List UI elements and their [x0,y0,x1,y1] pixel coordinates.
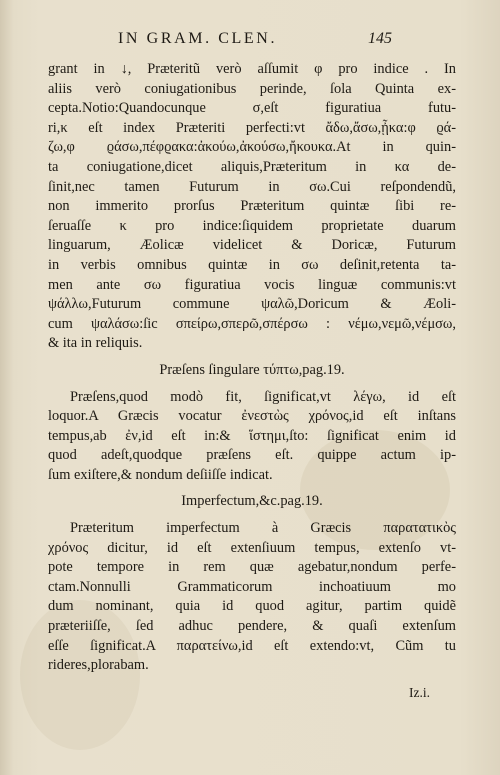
section-heading: Præſens ſingulare τύπτω,pag.19. [159,361,345,378]
page-number: 145 [368,30,392,47]
running-head: IN GRAM. CLEN. [118,30,278,47]
text-line: & ita in reliquis. [48,335,143,352]
text-line: men ante σω figuratiua vocis linguæ communis:vt [48,276,456,293]
text-line: ctam.Nonnulli Grammaticorum inchoatiuum mo [48,578,456,595]
text-line: χρόνος dicitur, id eſt extenſiuum tempus, extenſo vt- [48,539,456,556]
text-line: ſinit,nec tamen Futurum in σω.Cui reſpondendũ, [48,178,456,195]
text-line: dum nominant, quia id quod agitur, partim quidẽ [48,598,456,615]
text-line: ri,κ eſt index Præteriti perfecti:vt ἄδω,ἄσω,ᾖκα:φ ϱά- [48,119,456,136]
text-line: in verbis omnibus quintæ in σω deſinit,retenta ta- [48,256,456,273]
page-header [0,30,500,56]
text-line: cepta.Notio:Quandocunque σ,eſt figuratiua futu- [48,100,456,117]
text-line: quod adeſt,quodque præſens eſt. quippe actum ip- [48,447,456,464]
section-heading: Imperfectum,&c.pag.19. [181,493,323,510]
text-line: loquor.A Græcis vocatur ἐνεστὼς χρόνος,id eſt inſtans [48,408,456,425]
text-line: rideres,plorabam. [48,657,149,674]
page-body [48,60,456,702]
signature-mark: Iz.i. [409,684,430,700]
text-line: Præſens,quod modò fit, ſignificat,vt λέγω, id eſt [70,388,456,405]
text-line: pote tempore in rem quæ agebatur,nondum perfe- [48,559,456,576]
text-line: eſſe ſignificat.A παρατείνω,id eſt extendo:vt, Cũm tu [48,637,456,654]
text-line: non immerito prorſus Præteritum quintæ ſibi re- [48,198,456,215]
text-line: ζω,φ ϱάσω,πέφϱακα:ἀκούω,ἀκούσω,ἤκουκα.At in quin- [48,139,456,156]
text-line: ψάλλω,Futurum commune ψαλῶ,Doricum & Æoli- [48,296,456,313]
text-line: aliis verò coniugationibus perinde, ſola Quinta ex- [48,80,456,97]
text-line: ſum exiſtere,& nondum deſiiſſe indicat. [48,466,273,483]
text-line: Præteritum imperfectum à Græcis παρατατικὸς [70,520,456,537]
text-line: linguarum, Æolicæ videlicet & Doricæ, Futurum [48,237,456,254]
text-line: ta coniugatione,dicet aliquis,Præteritum in κα de- [48,158,456,175]
text-line: præteriiſſe, ſed adhuc pendere, & quaſi extenſum [48,618,456,635]
text-line: tempus,ab ἐν,id eſt in:& ἵστημι,ſto: ſignificat enim id [48,427,456,444]
text-line: cum ψαλάσω:ſic σπείρω,σπερῶ,σπέρσω : νέμω,νεμῶ,νέμσω, [48,315,456,332]
text-line: grant in ↓, Præteritũ verò aſſumit φ pro indice . In [48,61,456,77]
text-line: ſeruaſſe κ pro indice:ſiquidem proprietate duarum [48,217,456,234]
